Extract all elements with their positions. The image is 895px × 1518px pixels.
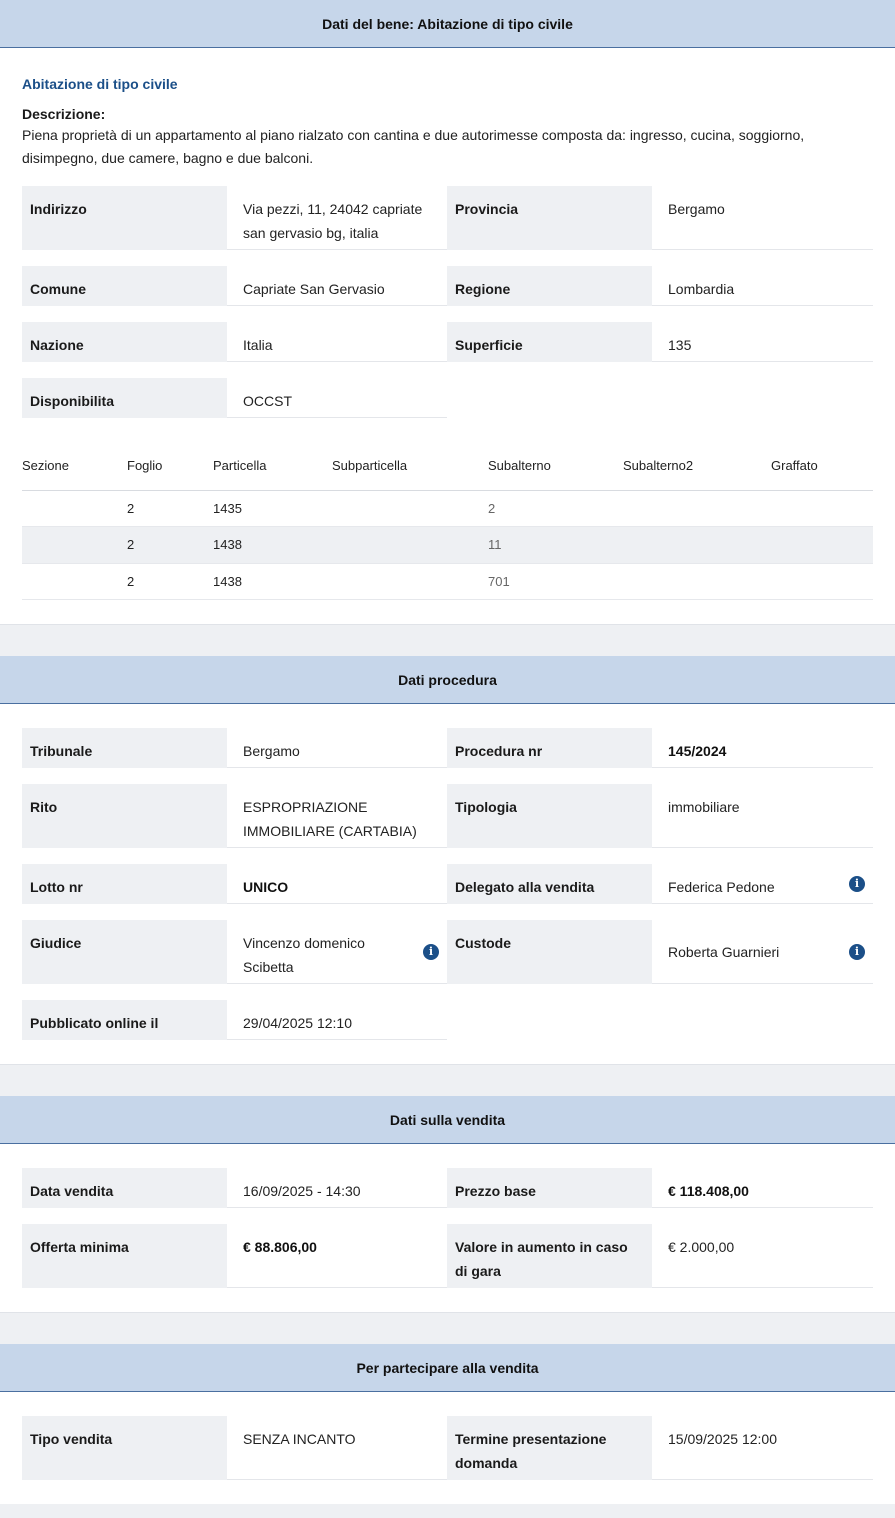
field-label-lotto: Lotto nr (22, 864, 227, 904)
field-label-superficie: Superficie (447, 322, 652, 362)
procedura-fields-grid (22, 728, 873, 1040)
field-value-indirizzo: Via pezzi, 11, 24042 capriate san gervasio bg, italia (227, 186, 447, 250)
cell-graffato (771, 527, 873, 564)
field-value-comune: Capriate San Gervasio (227, 266, 447, 306)
field-label-rito: Rito (22, 784, 227, 848)
field-label-delegato: Delegato alla vendita (447, 864, 652, 904)
description-text: Piena proprietà di un appartamento al piano rialzato con cantina e due autorimesse composta da: ingresso, cucina, soggiorno, disimpegno, due camere, bagno e due balconi. (22, 127, 805, 166)
col-header-particella: Particella (213, 450, 332, 490)
field-label-termine: Termine presentazione domanda (447, 1416, 652, 1480)
field-value-data-vendita: 16/09/2025 - 14:30 (227, 1168, 447, 1208)
field-value-delegato (652, 864, 873, 904)
field-value-pubblicato: 29/04/2025 12:10 (227, 1000, 447, 1040)
field-value-disponibilita: OCCST (227, 378, 447, 418)
field-value-giudice (227, 920, 447, 984)
giudice-name: Vincenzo domenico Scibetta (243, 935, 365, 975)
cell-subalterno2 (623, 490, 771, 527)
field-value-tipo-vendita: SENZA INCANTO (227, 1416, 447, 1480)
bene-subtitle: Abitazione di tipo civile (22, 76, 178, 92)
table-row (22, 563, 873, 600)
cell-particella: 1438 (213, 527, 332, 564)
field-label-offerta-minima: Offerta minima (22, 1224, 227, 1288)
field-value-regione: Lombardia (652, 266, 873, 306)
field-value-provincia: Bergamo (652, 186, 873, 250)
section-dati-bene (0, 0, 895, 624)
cell-graffato (771, 563, 873, 600)
cell-particella: 1438 (213, 563, 332, 600)
field-label-disponibilita: Disponibilita (22, 378, 227, 418)
field-value-prezzo-base: € 118.408,00 (652, 1168, 873, 1208)
field-label-regione: Regione (447, 266, 652, 306)
field-value-tribunale: Bergamo (227, 728, 447, 768)
info-icon[interactable]: i (849, 876, 865, 892)
info-icon[interactable]: i (423, 944, 439, 960)
col-header-foglio: Foglio (127, 450, 213, 490)
col-header-subparticella: Subparticella (332, 450, 488, 490)
custode-name: Roberta Guarnieri (668, 944, 780, 960)
cell-subparticella (332, 490, 488, 527)
cell-subalterno: 2 (488, 490, 623, 527)
field-label-indirizzo: Indirizzo (22, 186, 227, 250)
field-label-data-vendita: Data vendita (22, 1168, 227, 1208)
table-row (22, 490, 873, 527)
field-value-nazione: Italia (227, 322, 447, 362)
section-dati-vendita (0, 1096, 895, 1312)
delegato-name: Federica Pedone (668, 879, 775, 895)
section-header-dati-vendita: Dati sulla vendita (0, 1096, 895, 1144)
field-value-offerta-minima: € 88.806,00 (227, 1224, 447, 1288)
section-header-dati-procedura: Dati procedura (0, 656, 895, 704)
field-value-valore-aumento: € 2.000,00 (652, 1224, 873, 1288)
section-header-dati-bene: Dati del bene: Abitazione di tipo civile (0, 0, 895, 48)
field-value-lotto: UNICO (227, 864, 447, 904)
field-label-valore-aumento: Valore in aumento in caso di gara (447, 1224, 652, 1288)
cell-foglio: 2 (127, 563, 213, 600)
field-value-superficie: 135 (652, 322, 873, 362)
cell-foglio: 2 (127, 527, 213, 564)
field-label-tipologia: Tipologia (447, 784, 652, 848)
cell-sezione (22, 563, 127, 600)
section-header-partecipare: Per partecipare alla vendita (0, 1344, 895, 1392)
catasto-table (22, 450, 873, 600)
field-label-tribunale: Tribunale (22, 728, 227, 768)
cell-subalterno2 (623, 527, 771, 564)
col-header-sezione: Sezione (22, 450, 127, 490)
catasto-header-row (22, 450, 873, 490)
vendita-fields-grid (22, 1168, 873, 1288)
field-value-procedura: 145/2024 (652, 728, 873, 768)
col-header-subalterno: Subalterno (488, 450, 623, 490)
field-label-giudice: Giudice (22, 920, 227, 984)
cell-subparticella (332, 527, 488, 564)
cell-subalterno: 11 (488, 527, 623, 564)
partecipare-fields-grid (22, 1416, 873, 1480)
cell-sezione (22, 490, 127, 527)
field-label-comune: Comune (22, 266, 227, 306)
bene-fields-grid (22, 186, 873, 418)
field-label-prezzo-base: Prezzo base (447, 1168, 652, 1208)
col-header-graffato: Graffato (771, 450, 873, 490)
cell-sezione (22, 527, 127, 564)
section-partecipare (0, 1344, 895, 1504)
cell-subalterno2 (623, 563, 771, 600)
description-label: Descrizione: (22, 106, 106, 122)
col-header-subalterno2: Subalterno2 (623, 450, 771, 490)
info-icon[interactable]: i (849, 944, 865, 960)
field-label-tipo-vendita: Tipo vendita (22, 1416, 227, 1480)
cell-particella: 1435 (213, 490, 332, 527)
section-dati-procedura (0, 656, 895, 1064)
field-value-termine: 15/09/2025 12:00 (652, 1416, 873, 1480)
field-label-provincia: Provincia (447, 186, 652, 250)
cell-foglio: 2 (127, 490, 213, 527)
cell-graffato (771, 490, 873, 527)
table-row (22, 527, 873, 564)
field-value-rito: ESPROPRIAZIONE IMMOBILIARE (CARTABIA) (227, 784, 447, 848)
field-label-nazione: Nazione (22, 322, 227, 362)
field-label-pubblicato: Pubblicato online il (22, 1000, 227, 1040)
cell-subparticella (332, 563, 488, 600)
field-value-tipologia: immobiliare (652, 784, 873, 848)
field-value-custode (652, 920, 873, 984)
field-label-procedura: Procedura nr (447, 728, 652, 768)
field-label-custode: Custode (447, 920, 652, 984)
cell-subalterno: 701 (488, 563, 623, 600)
